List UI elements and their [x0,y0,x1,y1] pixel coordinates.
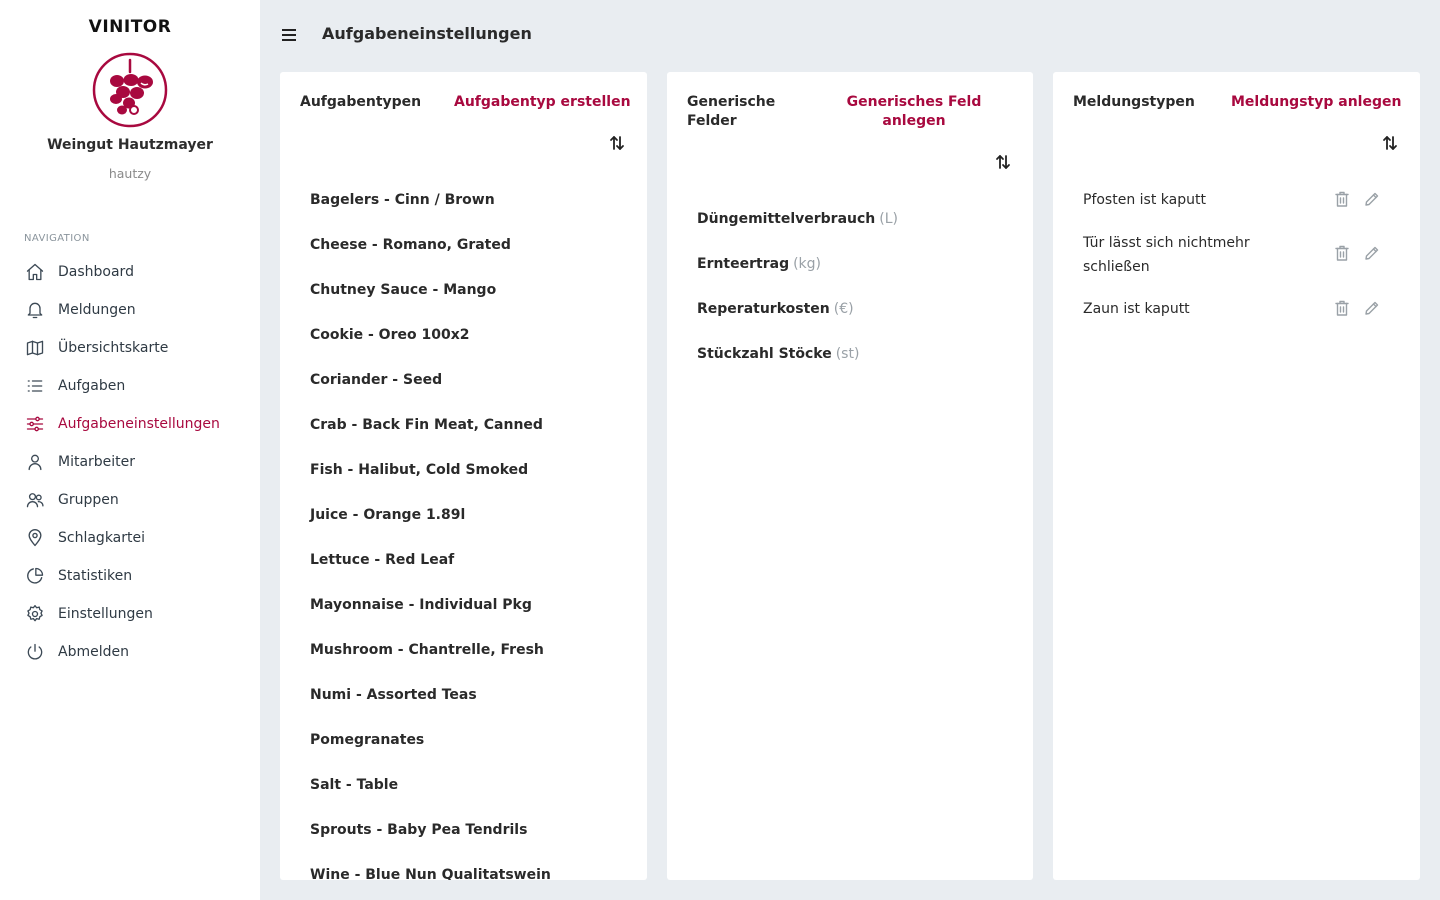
sort-icon[interactable] [1380,133,1400,153]
sidebar-item-label: Aufgaben [58,378,126,394]
create-generic-field-label: anlegen [882,113,946,129]
sidebar-item-abmelden[interactable] [0,633,260,671]
bell-icon [24,299,46,321]
sidebar-item-statistiken[interactable] [0,557,260,595]
list-item[interactable]: Cheese - Romano, Grated [310,237,511,253]
field-name: Stückzahl Stöcke [697,346,832,362]
message-types-list [1083,189,1403,339]
sidebar-item-label: Mitarbeiter [58,454,136,470]
gear-icon [24,603,46,625]
sidebar-item-mitarbeiter[interactable] [0,443,260,481]
list-item[interactable]: Salt - Table [310,777,399,793]
task-types-list [310,190,551,880]
message-type-label [1083,297,1303,321]
sort-icon[interactable] [607,133,627,153]
sidebar-nav [0,253,260,671]
field-unit: (st) [835,346,860,362]
home-icon [24,261,46,283]
sidebar-item-label: Abmelden [58,644,129,660]
field-name: Reperaturkosten [697,301,830,317]
edit-icon[interactable] [1363,299,1381,317]
message-type-text: Zaun ist kaputt [1083,301,1190,317]
sidebar-item-label: Gruppen [58,492,119,508]
message-types-title: Meldungstypen [1073,94,1195,110]
create-task-type-button[interactable]: Aufgabentyp erstellen [454,94,631,110]
field-name: Ernteertrag [697,256,790,272]
sidebar-item-label: Dashboard [58,264,134,280]
list-item[interactable]: Cookie - Oreo 100x2 [310,327,470,343]
list-item[interactable]: Mayonnaise - Individual Pkg [310,597,532,613]
sort-icon[interactable] [993,152,1013,172]
map-pin-icon [24,527,46,549]
edit-icon[interactable] [1363,244,1381,262]
app-brand: VINITOR [88,17,172,37]
list-item[interactable]: Mushroom - Chantrelle, Fresh [310,642,544,658]
generic-fields-card [667,72,1033,880]
list-item[interactable]: Crab - Back Fin Meat, Canned [310,417,543,433]
sidebar-item-schlagkartei[interactable] [0,519,260,557]
delete-icon[interactable] [1333,299,1351,317]
list-item [1083,297,1403,339]
field-unit: (kg) [793,256,822,272]
power-icon [24,641,46,663]
list-item[interactable]: Wine - Blue Nun Qualitatswein [310,867,551,880]
field-unit: (€) [833,301,854,317]
sidebar-item-label: Übersichtskarte [58,340,169,356]
message-type-text: Tür lässt sich nichtmehr [1083,235,1250,251]
list-item[interactable]: Coriander - Seed [310,372,443,388]
message-type-text: Pfosten ist kaputt [1083,192,1206,208]
list-item[interactable] [697,209,898,254]
message-types-card [1053,72,1420,880]
sidebar [0,0,260,900]
sidebar-item-uebersichtskarte[interactable] [0,329,260,367]
list-item[interactable]: Numi - Assorted Teas [310,687,477,703]
list-item [1083,189,1403,231]
generic-fields-title-line: Felder [687,113,737,129]
list-item[interactable] [697,299,898,344]
sidebar-item-label: Schlagkartei [58,530,146,546]
sidebar-item-label: Aufgabeneinstellungen [58,416,220,432]
page-title: Aufgabeneinstellungen [322,24,532,43]
list-item [1083,231,1403,297]
pie-chart-icon [24,565,46,587]
sidebar-item-aufgabeneinstellungen[interactable] [0,405,260,443]
create-generic-field-label: Generisches Feld [846,94,982,110]
sidebar-item-gruppen[interactable] [0,481,260,519]
edit-icon[interactable] [1363,190,1381,208]
nav-heading: NAVIGATION [24,233,90,244]
list-item[interactable]: Pomegranates [310,732,425,748]
user-icon [24,451,46,473]
organization-username: hautzy [108,166,152,181]
list-item[interactable]: Fish - Halibut, Cold Smoked [310,462,529,478]
sidebar-item-einstellungen[interactable] [0,595,260,633]
list-icon [24,375,46,397]
list-item[interactable]: Chutney Sauce - Mango [310,282,497,298]
list-item[interactable]: Lettuce - Red Leaf [310,552,455,568]
task-types-title: Aufgabentypen [300,94,422,110]
sidebar-item-label: Statistiken [58,568,133,584]
create-message-type-button[interactable]: Meldungstyp anlegen [1231,94,1402,110]
sidebar-item-dashboard[interactable] [0,253,260,291]
generic-fields-list [697,209,898,389]
task-types-card [280,72,647,880]
list-item[interactable]: Juice - Orange 1.89l [310,507,466,523]
hamburger-menu-icon[interactable] [280,26,298,44]
generic-fields-title [687,93,775,131]
delete-icon[interactable] [1333,190,1351,208]
sidebar-item-label: Einstellungen [58,606,153,622]
list-item[interactable]: Bagelers - Cinn / Brown [310,192,495,208]
users-icon [24,489,46,511]
delete-icon[interactable] [1333,244,1351,262]
message-type-label [1083,188,1303,212]
sidebar-item-meldungen[interactable] [0,291,260,329]
list-item[interactable] [697,344,898,389]
field-unit: (L) [879,211,899,227]
message-type-text: schließen [1083,259,1150,275]
organization-name: Weingut Hautzmayer [47,137,213,153]
generic-fields-title-line: Generische [687,94,776,110]
message-type-actions [1333,244,1381,262]
message-type-actions [1333,299,1381,317]
list-item[interactable]: Sprouts - Baby Pea Tendrils [310,822,528,838]
sidebar-item-aufgaben[interactable] [0,367,260,405]
map-icon [24,337,46,359]
field-name: Düngemittelverbrauch [697,211,876,227]
message-type-label [1083,231,1303,279]
sidebar-item-label: Meldungen [58,302,136,318]
winery-logo [92,52,168,128]
list-item[interactable] [697,254,898,299]
sliders-icon [24,413,46,435]
create-generic-field-button[interactable] [837,93,991,131]
message-type-actions [1333,190,1381,208]
